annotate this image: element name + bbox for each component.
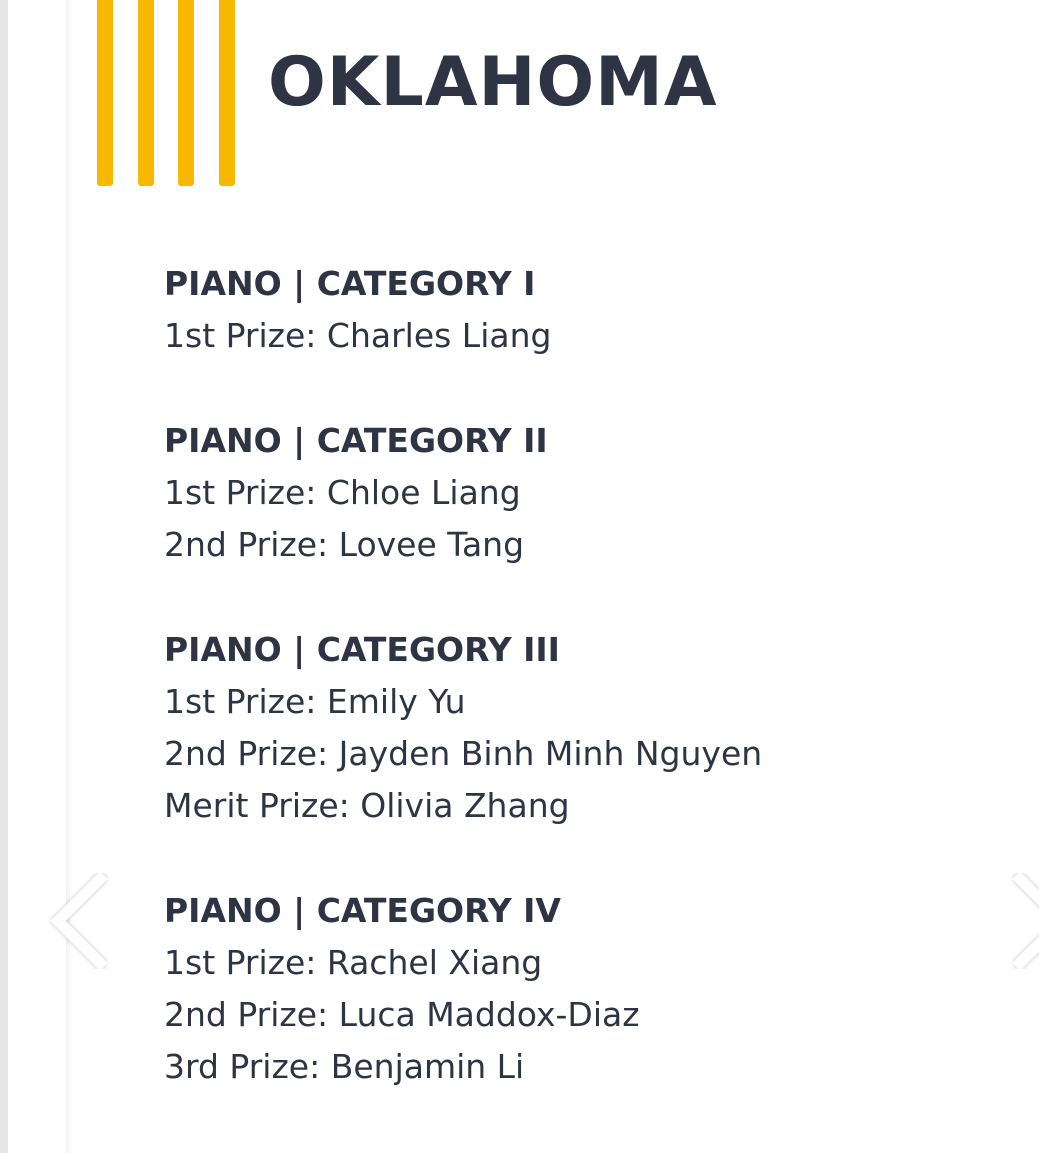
category-heading: PIANO | CATEGORY II (164, 421, 548, 460)
prize-line: 1st Prize: Chloe Liang (164, 473, 521, 512)
accent-bar (97, 0, 113, 186)
prize-line: 2nd Prize: Luca Maddox-Diaz (164, 995, 640, 1034)
accent-bar (178, 0, 194, 186)
accent-bars (97, 0, 247, 186)
next-slide-button[interactable] (1012, 873, 1039, 969)
category-block (164, 624, 964, 832)
accent-bar (219, 0, 235, 186)
prize-line: 2nd Prize: Jayden Binh Minh Nguyen (164, 734, 763, 773)
accent-bar (138, 0, 154, 186)
chevron-left-icon (48, 873, 108, 969)
category-block (164, 885, 964, 1093)
previous-slide-button[interactable] (48, 873, 108, 969)
prize-line: Merit Prize: Olivia Zhang (164, 786, 570, 825)
prize-line: 1st Prize: Emily Yu (164, 682, 466, 721)
category-heading: PIANO | CATEGORY III (164, 630, 560, 669)
category-heading: PIANO | CATEGORY I (164, 264, 536, 303)
category-block (164, 415, 964, 571)
prize-line: 2nd Prize: Lovee Tang (164, 525, 525, 564)
prize-line: 1st Prize: Rachel Xiang (164, 943, 543, 982)
prize-line: 3rd Prize: Benjamin Li (164, 1047, 525, 1086)
state-title: OKLAHOMA (268, 43, 718, 122)
category-heading: PIANO | CATEGORY IV (164, 891, 561, 930)
left-page-strip (0, 0, 8, 1153)
prize-line: 1st Prize: Charles Liang (164, 316, 552, 355)
results-list (164, 258, 964, 1146)
chevron-right-icon (1012, 873, 1039, 969)
card-edge (66, 0, 70, 1153)
category-block (164, 258, 964, 362)
